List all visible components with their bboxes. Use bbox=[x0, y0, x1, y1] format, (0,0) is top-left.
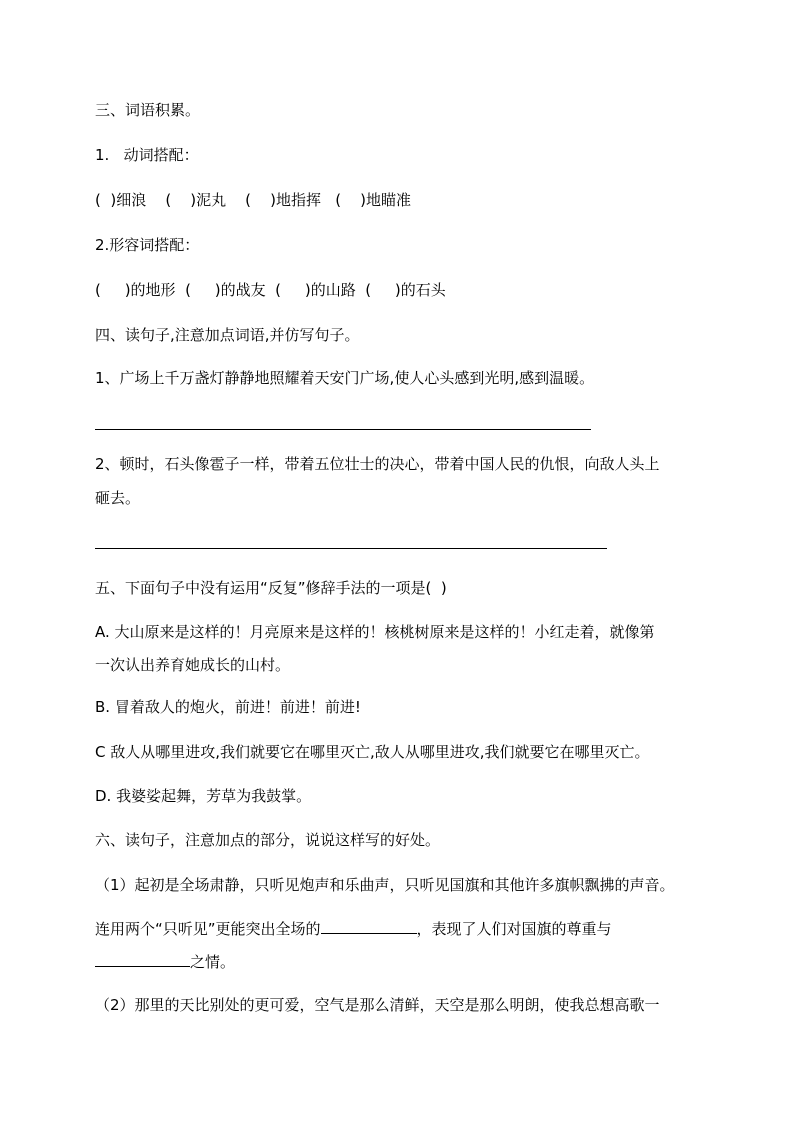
option-a-line-1: A. 大山原来是这样的！月亮原来是这样的！核桃树原来是这样的！小红走着，就像第 bbox=[95, 623, 655, 641]
fill-text-c: 之情。 bbox=[190, 953, 236, 971]
sentence-2-line-1: 2、顿时，石头像雹子一样，带着五位壮士的决心，带着中国人民的仇恨，向敌人头上 bbox=[95, 455, 660, 473]
fill-blank-1[interactable] bbox=[321, 919, 417, 934]
section-6-question-1: （1）起初是全场肃静，只听见炮声和乐曲声，只听见国旗和其他许多旗帜飘拂的声音。 bbox=[95, 876, 675, 894]
fill-text-a: 连用两个“只听见”更能突出全场的 bbox=[95, 920, 321, 938]
option-b: B. 冒着敌人的炮火，前进！前进！前进! bbox=[95, 698, 361, 716]
section-3-heading: 三、词语积累。 bbox=[95, 101, 201, 119]
section-5-heading: 五、下面句子中没有运用“反复”修辞手法的一项是( ) bbox=[95, 579, 447, 597]
question-1-fill-line bbox=[95, 919, 612, 939]
fill-blank-2[interactable] bbox=[95, 952, 190, 967]
option-d: D. 我婆娑起舞，芳草为我鼓掌。 bbox=[95, 787, 312, 805]
adjective-collocation-blanks: ( )的地形 ( )的战友 ( )的山路 ( )的石头 bbox=[95, 281, 446, 299]
sentence-2-line-2: 砸去。 bbox=[95, 489, 141, 507]
question-1-fill-line-2 bbox=[95, 952, 235, 972]
answer-line-2 bbox=[95, 548, 607, 549]
section-6-heading: 六、读句子，注意加点的部分，说说这样写的好处。 bbox=[95, 831, 441, 849]
option-c: C 敌人从哪里进攻,我们就要它在哪里灭亡,敌人从哪里进攻,我们就要它在哪里灭亡。 bbox=[95, 743, 650, 761]
answer-line-1 bbox=[95, 429, 591, 430]
section-4-heading: 四、读句子,注意加点词语,并仿写句子。 bbox=[95, 326, 360, 344]
verb-collocation-label: 1. 动词搭配： bbox=[95, 146, 199, 164]
section-6-question-2: （2）那里的天比别处的更可爱，空气是那么清鲜，天空是那么明朗，使我总想高歌一 bbox=[95, 996, 660, 1014]
option-a-line-2: 一次认出养育她成长的山村。 bbox=[95, 656, 291, 674]
fill-text-b: ，表现了人们对国旗的尊重与 bbox=[416, 920, 612, 938]
sentence-1: 1、广场上千万盏灯静静地照耀着天安门广场,使人心头感到光明,感到温暖。 bbox=[95, 369, 595, 387]
adjective-collocation-label: 2.形容词搭配： bbox=[95, 236, 200, 254]
verb-collocation-blanks: ( )细浪 ( )泥丸 ( )地指挥 ( )地瞄准 bbox=[95, 191, 412, 209]
